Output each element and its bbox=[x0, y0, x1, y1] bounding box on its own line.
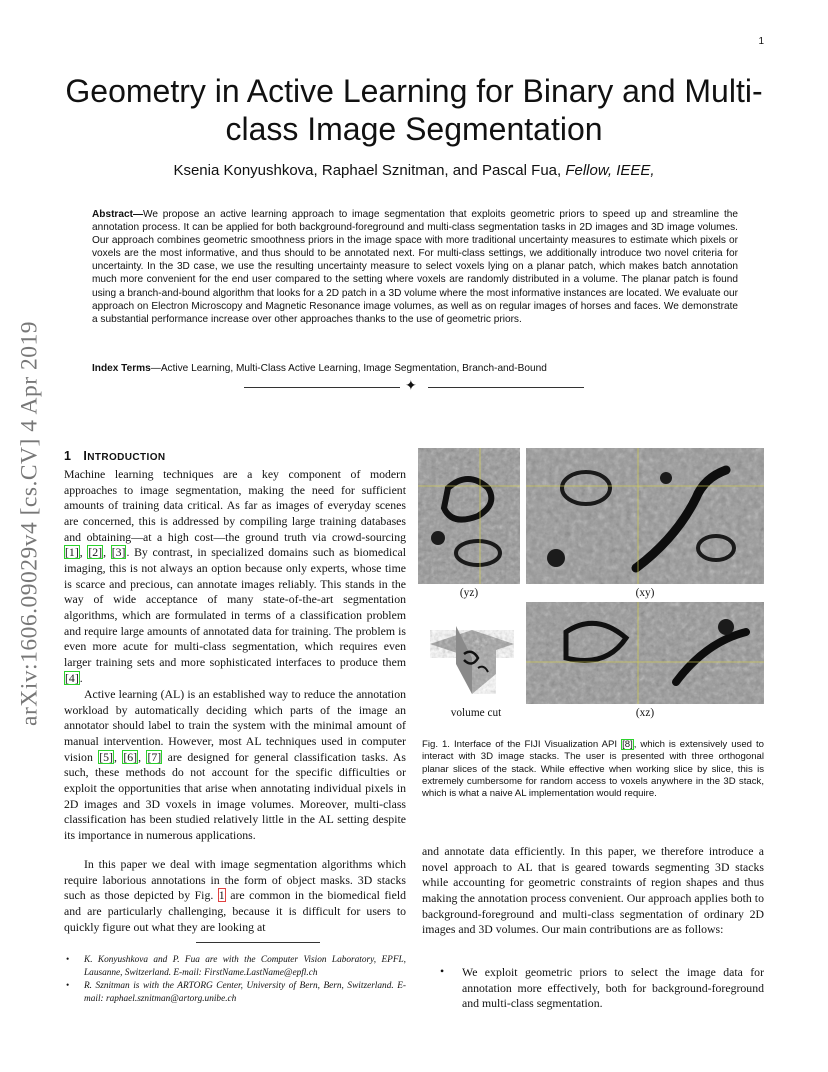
footnote-text: R. Sznitman is with the ARTORG Center, University of Bern, Bern, Switzerland. E-mail: raphael.sznitman@artorg.unibe.ch bbox=[84, 981, 406, 1004]
figure-label-yz: (yz) bbox=[459, 587, 479, 599]
contributions-list bbox=[438, 965, 764, 1012]
footnote-rule bbox=[196, 942, 320, 943]
arxiv-identifier: arXiv:1606.09029v4 [cs.CV] 4 Apr 2019 bbox=[16, 321, 43, 726]
figure-panel-xy bbox=[526, 448, 764, 584]
citation-7[interactable]: [7] bbox=[147, 749, 162, 764]
footnotes bbox=[64, 954, 406, 1006]
section-title-rest: NTRODUCTION bbox=[87, 452, 166, 463]
bullet-icon: • bbox=[66, 955, 70, 965]
figure-panel-yz bbox=[418, 448, 520, 584]
figure-label-volume-cut: volume cut bbox=[450, 707, 502, 719]
p1-text-a: Machine learning techniques are a key component of modern approaches to image segmentation, making the need for sufficient amounts of training data critical. As far as images of everyday scenes are concerned, this is addressed by compiling large training databases and obtaining—at a high cost—the ground truth via crowd-sourcing bbox=[64, 467, 406, 544]
p3-text-a: In this paper we deal with image segmentation algorithms which require laborious annotations in the form of object masks. 3D stacks such as those depicted by Fig. bbox=[64, 857, 406, 903]
caption-text-b: , which is extensively used to interact with 3D image stacks. The user is presented with three orthogonal planar slices of the stack. While effective when working slice by slice, this is extremely cumbersome for random access to voxels anywhere in the 3D stack, which is what a naive AL implementation would require. bbox=[422, 739, 764, 800]
p1-sep-1: , bbox=[79, 545, 88, 560]
separator-rule-left bbox=[244, 387, 400, 388]
index-terms bbox=[92, 362, 738, 375]
figure-label-xz: (xz) bbox=[635, 707, 655, 719]
figure-panel-xz bbox=[526, 602, 764, 704]
section-number: 1 bbox=[64, 449, 72, 463]
p1-text-b: . By contrast, in specialized domains such as biomedical imaging, this is not always an option because only experts, whose time is scarce and precious, can annotate images reliably. This stands in the way of wide acceptance of many state-of-the-art segmentation algorithms, which are formulated in terms of a classification problem and require large amounts of annotated data for training. The problem is even more acute for multi-class segmentation, which requires even larger training sets and more sophisticated interfaces to produce them bbox=[64, 545, 406, 669]
paragraph-4: and annotate data efficiently. In this paper, we therefore introduce a novel approach to AL that is geared towards segmenting 3D stacks while accounting for geometric constraints of region shapes and thus making the annotation process convenient. Our approach applies both to background-foreground and multi-class segmentation of ordinary 2D images and 3D volumes. Our main contributions are as follows: bbox=[422, 844, 764, 937]
bullet-icon: • bbox=[66, 981, 70, 991]
citation-6[interactable]: [6] bbox=[123, 749, 138, 764]
abstract-dash: — bbox=[132, 209, 144, 220]
footnote-text: K. Konyushkova and P. Fua are with the Computer Vision Laboratory, EPFL, Lausanne, Switzerland. E-mail: FirstName.LastName@epfl.ch bbox=[84, 955, 406, 978]
p1-text-c: . bbox=[79, 670, 83, 685]
citation-2[interactable]: [2] bbox=[88, 545, 103, 560]
footnote-item bbox=[64, 980, 406, 1005]
separator-diamond-icon: ✦ bbox=[405, 379, 417, 394]
citation-5[interactable]: [5] bbox=[99, 749, 113, 764]
footnote-item bbox=[64, 954, 406, 979]
citation-3[interactable]: [3] bbox=[111, 545, 126, 560]
index-terms-dash: — bbox=[150, 363, 161, 374]
figure-panel-volume-cut bbox=[426, 624, 518, 696]
p2-sep-2: , bbox=[138, 749, 147, 764]
p2-sep-1: , bbox=[114, 749, 123, 764]
figure-label-xy: (xy) bbox=[635, 587, 655, 599]
section-heading bbox=[64, 449, 166, 463]
caption-text-a: Fig. 1. Interface of the FIJI Visualization API bbox=[422, 739, 622, 750]
paper-title: Geometry in Active Learning for Binary and Multi-class Image Segmentation bbox=[65, 73, 763, 147]
p3-text-b: are common in the biomedical field and are particularly challenging, because it is difficult for users to quickly figure out what they are looking at bbox=[64, 888, 406, 934]
citation-4[interactable]: [4] bbox=[65, 670, 79, 685]
paragraph-1 bbox=[64, 467, 406, 686]
list-item bbox=[438, 965, 764, 1012]
abstract bbox=[92, 208, 738, 326]
index-terms-label: Index Terms bbox=[92, 363, 151, 374]
abstract-label: Abstract bbox=[92, 209, 133, 220]
page-number: 1 bbox=[758, 36, 764, 47]
paragraph-3 bbox=[64, 857, 406, 935]
author-affiliation: Fellow, IEEE, bbox=[565, 162, 655, 179]
abstract-text: We propose an active learning approach to image segmentation that exploits geometric priors to speed up and streamline the annotation process. It can be applied for both background-foreground and multi-class segmentation tasks in 2D images and 3D image volumes. Our approach combines geometric smoothness priors in the image space with more traditional uncertainty measures to estimate which pixels or voxels are the most informative, and thus should to be annotated next. For multi-class settings, we additionally introduce two novel criteria for uncertainty. In the 3D case, we use the resulting uncertainty measure to select voxels lying on a planar patch, which makes batch annotation much more convenient for the end user compared to the setting where voxels are randomly distributed in a volume. The planar patch is found using a branch-and-bound algorithm that looks for a 2D patch in a 3D volume where the most informative instances are located. We evaluate our approach on Electron Microscopy and Magnetic Resonance image volumes, as well as on regular images of horses and faces. We demonstrate a substantial performance increase over other approaches thanks to the use of geometric priors. bbox=[92, 209, 738, 325]
author-names: Ksenia Konyushkova, Raphael Sznitman, and Pascal Fua, bbox=[173, 162, 562, 179]
citation-1[interactable]: [1] bbox=[65, 545, 79, 560]
paragraph-2 bbox=[64, 687, 406, 844]
citation-8[interactable]: [8] bbox=[622, 739, 633, 750]
section-first-letter: I bbox=[83, 449, 88, 463]
p1-sep-2: , bbox=[103, 545, 111, 560]
bullet-icon: • bbox=[440, 964, 445, 978]
index-terms-text: Active Learning, Multi-Class Active Learning, Image Segmentation, Branch-and-Bound bbox=[160, 363, 547, 374]
separator-rule-right bbox=[428, 387, 584, 388]
contribution-text: We exploit geometric priors to select the image data for annotation more effectively, both for background-foreground and multi-class segmentation. bbox=[462, 965, 764, 1011]
author-line bbox=[60, 162, 768, 179]
p2-text-b: are designed for general classification tasks. As such, these methods do not account for the specific difficulties or exploit the opportunities that arise when annotating individual pixels in 2D images and 3D voxels in image volumes. Moreover, multi-class classification has been studied relatively little in the AL setting despite its importance in numerous applications. bbox=[64, 749, 406, 842]
p2-text-a: Active learning (AL) is an established way to reduce the annotation workload by automatically deciding which parts of the image an annotator should label to train the system with the minimal amount of manual intervention. However, most AL techniques used in computer vision bbox=[64, 687, 406, 764]
figure-reference-1[interactable]: 1 bbox=[218, 888, 225, 903]
figure-caption bbox=[422, 739, 764, 800]
